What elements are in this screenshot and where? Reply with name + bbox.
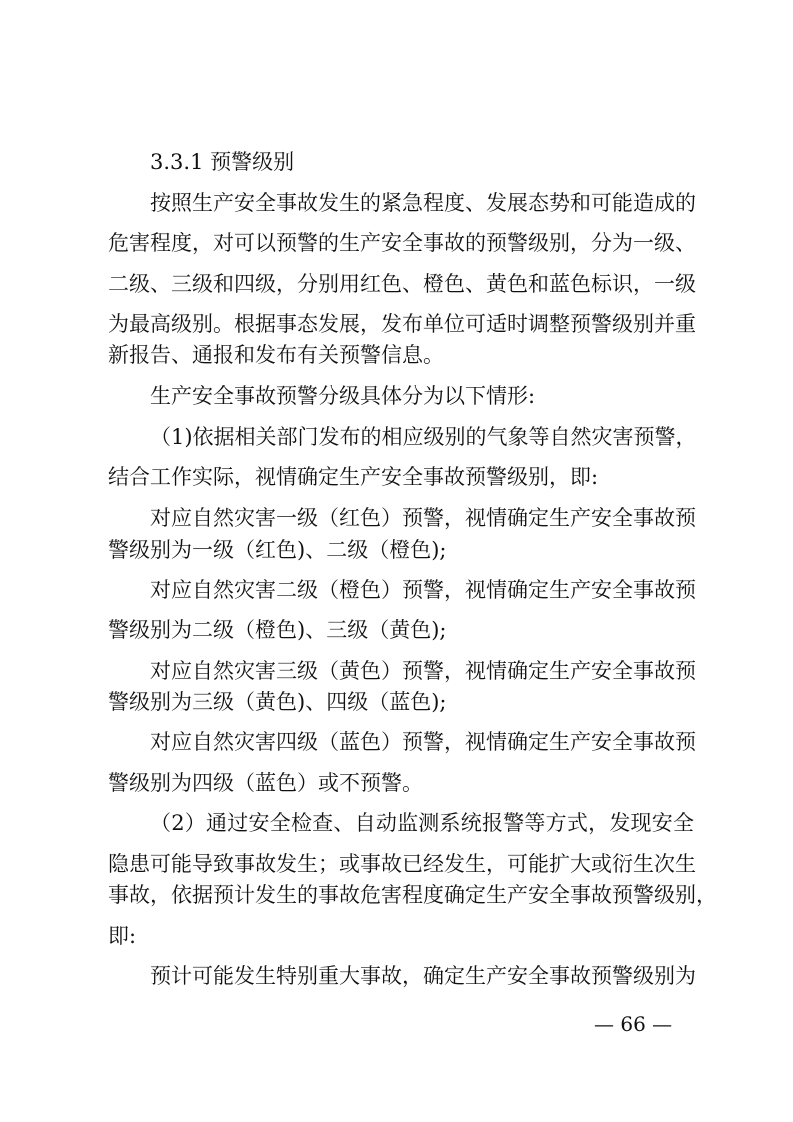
- paragraph-line: 即:: [108, 924, 137, 948]
- paragraph-line: 预计可能发生特别重大事故，确定生产安全事故预警级别为: [150, 964, 696, 988]
- paragraph-line: （1)依据相关部门发布的相应级别的气象等自然灾害预警，: [150, 425, 697, 449]
- section-heading: 3.3.1 预警级别: [150, 150, 295, 174]
- paragraph-line: （2）通过安全检查、自动监测系统报警等方式，发现安全: [150, 811, 694, 835]
- paragraph-line: 结合工作实际，视情确定生产安全事故预警级别，即:: [108, 465, 599, 489]
- paragraph-line: 警级别为二级（橙色)、三级（黄色);: [108, 618, 447, 642]
- paragraph-line: 对应自然灾害一级（红色）预警，视情确定生产安全事故预: [150, 506, 696, 530]
- paragraph-line: 对应自然灾害三级（黄色）预警，视情确定生产安全事故预: [150, 659, 696, 683]
- page-number: — 66 —: [594, 1012, 673, 1036]
- paragraph-line: 二级、三级和四级，分别用红色、橙色、黄色和蓝色标识，一级: [108, 272, 696, 296]
- paragraph-line: 危害程度，对可以预警的生产安全事故的预警级别，分为一级、: [108, 231, 696, 255]
- paragraph-line: 警级别为四级（蓝色）或不预警。: [108, 771, 423, 795]
- paragraph-line: 按照生产安全事故发生的紧急程度、发展态势和可能造成的: [150, 191, 696, 215]
- paragraph-line: 新报告、通报和发布有关预警信息。: [108, 343, 444, 367]
- paragraph-line: 事故，依据预计发生的事故危害程度确定生产安全事故预警级别，: [108, 883, 717, 907]
- paragraph-line: 警级别为三级（黄色)、四级（蓝色);: [108, 690, 447, 714]
- paragraph-line: 对应自然灾害四级（蓝色）预警，视情确定生产安全事故预: [150, 730, 696, 754]
- paragraph-line: 警级别为一级（红色)、二级（橙色);: [108, 538, 447, 562]
- paragraph-line: 生产安全事故预警分级具体分为以下情形:: [150, 384, 536, 408]
- paragraph-line: 为最高级别。根据事态发展，发布单位可适时调整预警级别并重: [108, 312, 696, 336]
- paragraph-line: 对应自然灾害二级（橙色）预警，视情确定生产安全事故预: [150, 578, 696, 602]
- paragraph-line: 隐患可能导致事故发生；或事故已经发生，可能扩大或衍生次生: [108, 852, 696, 876]
